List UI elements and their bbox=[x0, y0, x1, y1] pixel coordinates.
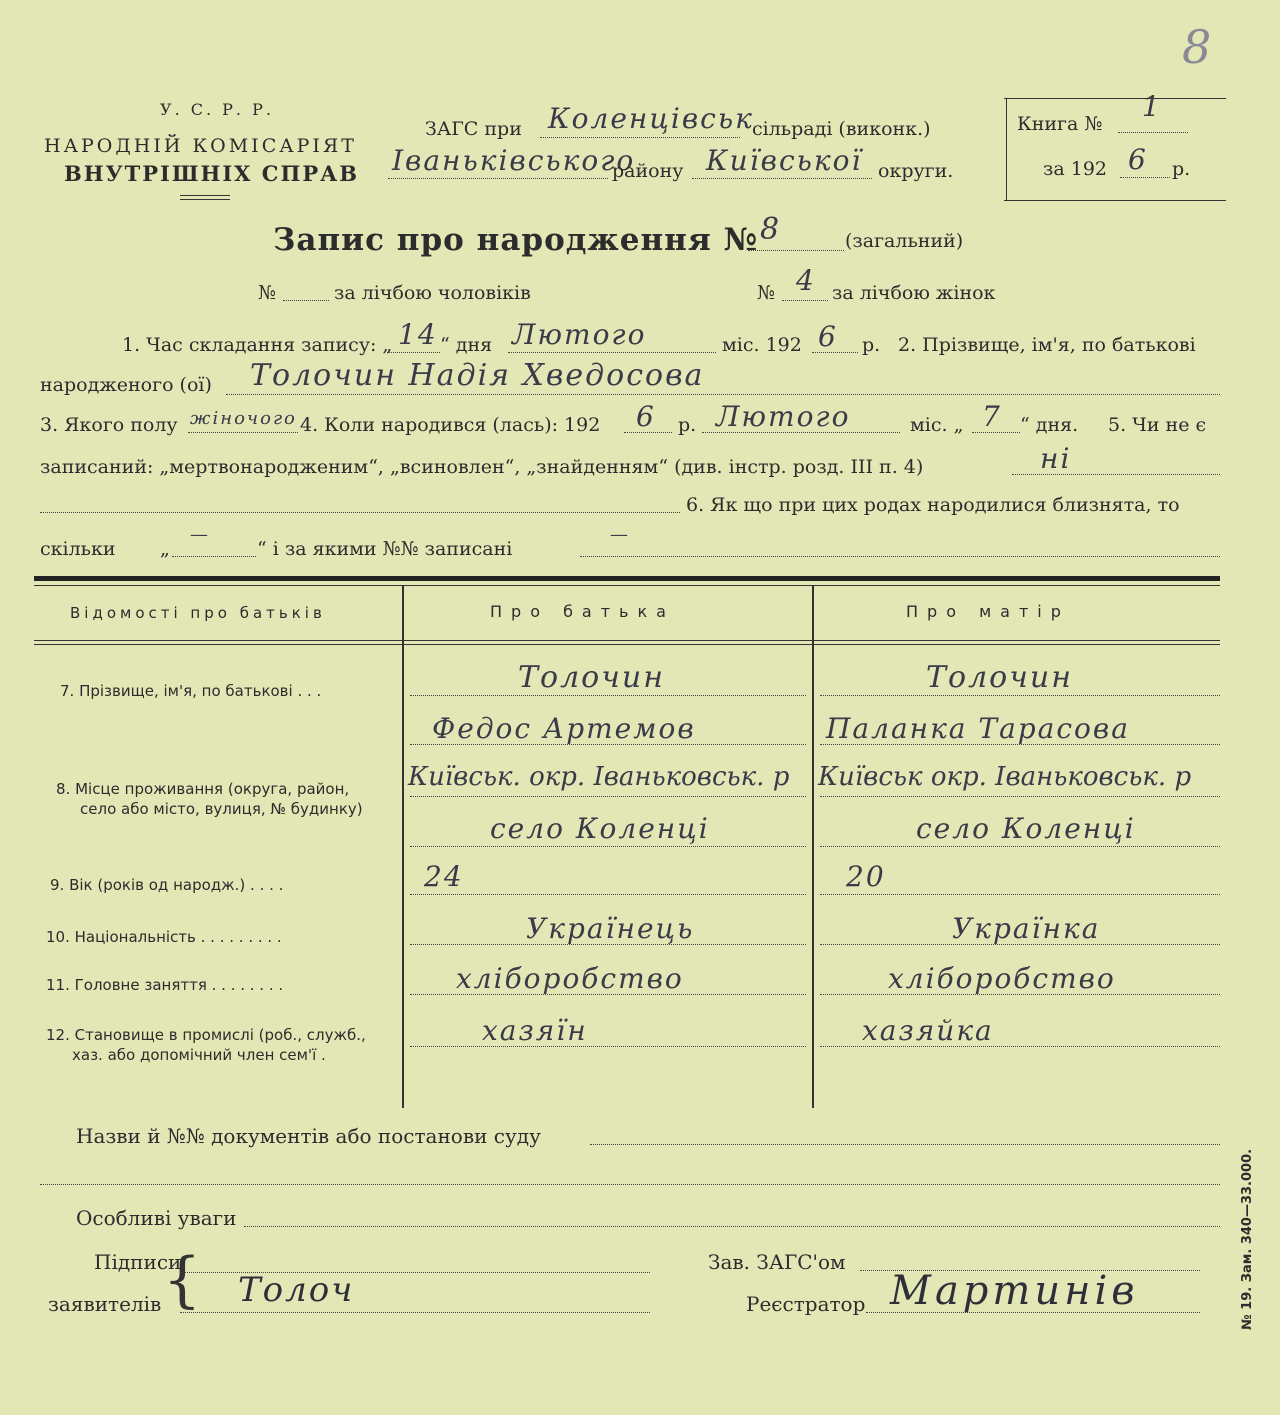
row-name-label: 7. Прізвище, ім'я, по батькові . . . bbox=[60, 682, 322, 700]
q6-label-cont: скільки bbox=[40, 538, 116, 560]
mother-position: хазяйка bbox=[862, 1014, 994, 1047]
row-residence-label-2: село або місто, вулиця, № будинку) bbox=[80, 800, 363, 818]
signature-line-2 bbox=[180, 1312, 650, 1313]
mother-residence: Київськ окр. Іваньковськ. р bbox=[818, 762, 1192, 792]
mother-line-5 bbox=[820, 894, 1220, 895]
q4-month-suffix: міс. „ bbox=[910, 414, 964, 436]
record-title-suffix: (загальний) bbox=[845, 230, 964, 252]
q1-day-line bbox=[388, 352, 440, 353]
commissariat-line1: НАРОДНІЙ КОМІСАРІЯТ bbox=[44, 135, 357, 157]
father-line-2 bbox=[410, 744, 806, 745]
row-position-label-2: хаз. або допомічний член сем'ї . bbox=[72, 1046, 326, 1064]
okrug-line bbox=[692, 178, 872, 179]
mother-line-3 bbox=[820, 796, 1220, 797]
q6-numbers-line bbox=[580, 556, 1220, 557]
q5-value: ні bbox=[1040, 442, 1072, 475]
documents-line-2 bbox=[40, 1184, 1220, 1185]
row-age-label: 9. Вік (років од народж.) . . . . bbox=[50, 876, 284, 894]
table-col-divider-2 bbox=[812, 586, 814, 1108]
print-mark: № 19. Зам. 340—33.000. bbox=[1240, 1148, 1255, 1330]
zags-prefix: ЗАГС при bbox=[425, 118, 522, 140]
q1-year-line bbox=[812, 352, 858, 353]
record-title: Запис про народження № bbox=[273, 222, 759, 258]
year-value: 6 bbox=[1128, 143, 1148, 176]
notes-line bbox=[244, 1226, 1220, 1227]
signatures-brace: { bbox=[163, 1245, 202, 1315]
district-suffix: району bbox=[612, 160, 684, 182]
father-village: село Коленці bbox=[490, 812, 710, 845]
book-number-line bbox=[1118, 132, 1188, 133]
record-number: 8 bbox=[760, 212, 782, 247]
header-rule-1 bbox=[180, 195, 230, 196]
table-top-rule-thin bbox=[34, 585, 1220, 586]
head-label: Зав. ЗАГС'ом bbox=[708, 1250, 846, 1274]
table-header-father: Про батька bbox=[490, 602, 675, 621]
mother-occupation: хліборобство bbox=[888, 962, 1116, 995]
q4-day-suffix: “ дня. bbox=[1020, 414, 1079, 436]
header-rule-2 bbox=[180, 199, 230, 200]
village-council-suffix: сільраді (виконк.) bbox=[752, 118, 931, 140]
row-occupation-label: 11. Головне заняття . . . . . . . . bbox=[46, 976, 284, 994]
corner-number: 8 bbox=[1182, 20, 1214, 74]
father-occupation: хліборобство bbox=[456, 962, 684, 995]
mother-line-4 bbox=[820, 846, 1220, 847]
year-prefix: за 192 bbox=[1043, 158, 1107, 180]
q5-label: 5. Чи не є bbox=[1108, 414, 1207, 436]
year-suffix: р. bbox=[1172, 158, 1191, 180]
q1-day-suffix: “ дня bbox=[440, 334, 493, 356]
q1-month-suffix: міс. 192 bbox=[722, 334, 802, 356]
record-number-line bbox=[748, 250, 844, 251]
q1-month-line bbox=[508, 352, 716, 353]
q2-child-name: Толочин Надія Хведосова bbox=[250, 358, 705, 393]
q1-year: 6 bbox=[818, 320, 838, 353]
year-line bbox=[1120, 177, 1170, 178]
q4-year-line bbox=[624, 432, 672, 433]
documents-line bbox=[590, 1144, 1220, 1145]
book-label: Книга № bbox=[1017, 113, 1103, 135]
okrug-suffix: округи. bbox=[878, 160, 954, 182]
women-counter-value: 4 bbox=[796, 264, 816, 297]
father-line-3 bbox=[410, 796, 806, 797]
district-line bbox=[388, 178, 608, 179]
mother-line-7 bbox=[820, 994, 1220, 995]
father-line-8 bbox=[410, 1046, 806, 1047]
country-header: У. С. Р. Р. bbox=[160, 100, 274, 119]
village-council-line bbox=[540, 137, 740, 138]
book-box-left bbox=[1006, 98, 1007, 200]
q4-day-line bbox=[972, 432, 1020, 433]
row-residence-label-1: 8. Місце проживання (округа, район, bbox=[56, 780, 350, 798]
q1-year-suffix: р. bbox=[862, 334, 881, 356]
father-line-1 bbox=[410, 695, 806, 696]
signatures-label-2: заявителів bbox=[48, 1292, 162, 1316]
q6-count: — bbox=[190, 524, 210, 545]
q2-name-line bbox=[226, 394, 1220, 395]
row-nationality-label: 10. Національність . . . . . . . . . bbox=[46, 928, 282, 946]
q6-label: 6. Як що при цих родах народилися близнята, то bbox=[686, 494, 1180, 516]
father-line-5 bbox=[410, 894, 806, 895]
father-line-4 bbox=[410, 846, 806, 847]
father-surname: Толочин bbox=[518, 660, 665, 695]
q3-label: 3. Якого полу bbox=[40, 414, 178, 436]
signatures-label-1: Підписи bbox=[94, 1250, 182, 1274]
q5-label-cont: записаний: „мертвонародженим“, „всиновлен“, „знайденням“ (див. інстр. розд. III п. 4) bbox=[40, 456, 924, 478]
book-box-top bbox=[1004, 98, 1226, 99]
table-header-mother: Про матір bbox=[906, 602, 1070, 621]
book-box-bottom bbox=[1004, 200, 1226, 201]
mother-nationality: Українка bbox=[952, 912, 1101, 945]
mother-line-1 bbox=[820, 695, 1220, 696]
row-position-label-1: 12. Становище в промислі (роб., служб., bbox=[46, 1026, 366, 1044]
okrug-value: Київської bbox=[706, 144, 863, 177]
village-council-value: Коленцівськ bbox=[548, 102, 754, 135]
mother-age: 20 bbox=[846, 860, 886, 893]
q6-count-line bbox=[172, 556, 256, 557]
father-line-6 bbox=[410, 944, 806, 945]
father-residence: Київськ. окр. Іваньковськ. р bbox=[408, 762, 790, 792]
father-age: 24 bbox=[424, 860, 464, 893]
q4-month: Лютого bbox=[716, 400, 851, 433]
q6-numbers: — bbox=[610, 524, 630, 545]
applicant-signature: Толоч bbox=[238, 1270, 355, 1310]
q4-label: 4. Коли народився (лась): 192 bbox=[300, 414, 601, 436]
table-header-rule bbox=[34, 640, 1220, 641]
q2-label: 2. Прізвище, ім'я, по батькові bbox=[898, 334, 1196, 356]
book-number: 1 bbox=[1142, 90, 1162, 123]
q1-label: 1. Час складання запису: „ bbox=[122, 334, 393, 356]
q4-year-suffix: р. bbox=[678, 414, 697, 436]
q6-quote-open: „ bbox=[160, 538, 170, 560]
table-top-rule bbox=[34, 576, 1220, 581]
men-counter-prefix: № bbox=[258, 282, 276, 304]
mother-line-8 bbox=[820, 1046, 1220, 1047]
father-nationality: Українець bbox=[526, 912, 695, 945]
father-position: хазяїн bbox=[482, 1014, 588, 1047]
commissariat-line2: ВНУТРІШНІХ СПРАВ bbox=[64, 161, 359, 186]
registrar-label: Реєстратор bbox=[746, 1292, 866, 1316]
q3-sex: жіночого bbox=[190, 408, 297, 429]
q3-sex-line bbox=[188, 432, 298, 433]
q4-year: 6 bbox=[636, 400, 656, 433]
registrar-line bbox=[866, 1312, 1200, 1313]
table-col-divider-1 bbox=[402, 586, 404, 1108]
mother-village: село Коленці bbox=[916, 812, 1136, 845]
q5-value-line bbox=[1012, 474, 1220, 475]
women-counter-line bbox=[782, 300, 828, 301]
signature-line-1 bbox=[180, 1272, 650, 1273]
q6-quote-close: “ і за якими №№ записані bbox=[257, 538, 513, 560]
notes-label: Особливі уваги bbox=[76, 1206, 237, 1230]
women-counter-label: за лічбою жінок bbox=[832, 282, 996, 304]
mother-line-6 bbox=[820, 944, 1220, 945]
q1-day: 14 bbox=[398, 318, 438, 351]
mother-line-2 bbox=[820, 744, 1220, 745]
father-line-7 bbox=[410, 994, 806, 995]
documents-label: Назви й №№ документів або постанови суду bbox=[76, 1124, 541, 1148]
registrar-signature: Мартинів bbox=[890, 1268, 1139, 1314]
men-counter-line bbox=[283, 300, 329, 301]
mother-name: Паланка Тарасова bbox=[826, 712, 1130, 745]
men-counter-label: за лічбою чоловіків bbox=[334, 282, 531, 304]
q2-label-cont: народженого (ої) bbox=[40, 374, 212, 396]
q4-month-line bbox=[702, 432, 900, 433]
q5-extra-line bbox=[40, 512, 680, 513]
table-header-info: Відомості про батьків bbox=[70, 604, 326, 622]
mother-surname: Толочин bbox=[926, 660, 1073, 695]
q4-day: 7 bbox=[982, 400, 1002, 433]
district-value: Іваньківського bbox=[392, 144, 636, 177]
table-header-rule-2 bbox=[34, 644, 1220, 645]
women-counter-prefix: № bbox=[757, 282, 775, 304]
father-name: Федос Артемов bbox=[432, 712, 696, 745]
q1-month: Лютого bbox=[512, 318, 647, 351]
